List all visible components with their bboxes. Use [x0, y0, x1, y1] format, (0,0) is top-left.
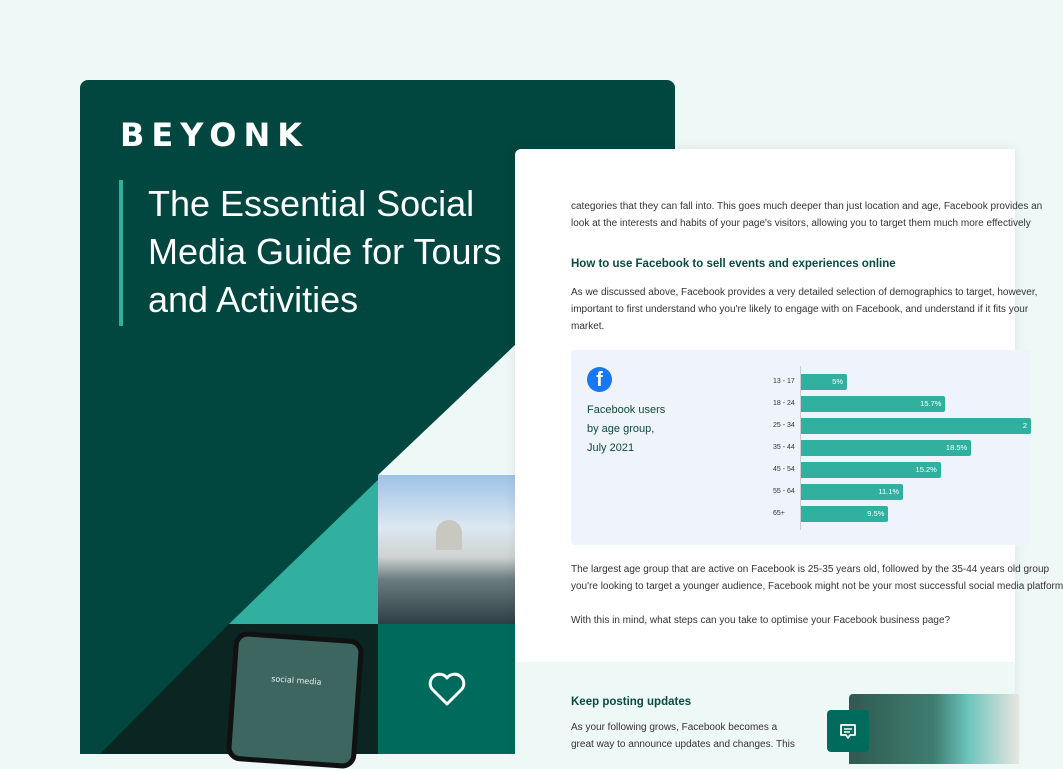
- chart-title-line: July 2021: [587, 442, 635, 454]
- intro-line: categories that they can fall into. This goes much deeper than just location and age, Facebook provides an: [571, 201, 1043, 212]
- category-label: 55 - 64: [773, 488, 795, 495]
- facebook-icon: f: [587, 367, 612, 392]
- bar: 15.7%: [801, 396, 945, 412]
- paragraph-line: you're looking to target a younger audience, Facebook might not be your most successful social media platform: [571, 581, 1063, 592]
- heart-icon: [427, 671, 467, 707]
- paragraph-line: important to first understand who you're likely to engage with on Facebook, and understand if it fits your: [571, 304, 1029, 315]
- chart-title: [587, 401, 707, 458]
- paragraph-line: With this in mind, what steps can you take to optimise your Facebook business page?: [571, 615, 951, 626]
- bar: 5%: [801, 374, 847, 390]
- paragraph-line: As your following grows, Facebook becomes a: [571, 722, 778, 733]
- chart-card: [571, 350, 1031, 545]
- category-label: 25 - 34: [773, 422, 795, 429]
- title-accent-bar: [119, 180, 123, 326]
- cover-title: The Essential Social Media Guide for Tours and Activities: [148, 183, 502, 320]
- section-heading: How to use Facebook to sell events and experiences online: [571, 258, 896, 270]
- office-photo: [849, 694, 1019, 764]
- london-bridge-photo: [378, 475, 515, 624]
- phone-folder-label: social media: [270, 674, 322, 687]
- paragraph-line: market.: [571, 321, 605, 332]
- category-label: 18 - 24: [773, 400, 795, 407]
- category-label: 35 - 44: [773, 444, 795, 451]
- document-page: [515, 149, 1063, 754]
- bar: 9.5%: [801, 506, 888, 522]
- bar: 11.1%: [801, 484, 903, 500]
- dome: [436, 520, 462, 550]
- category-label: 45 - 54: [773, 466, 795, 473]
- bar: 15.2%: [801, 462, 941, 478]
- bar: 2: [801, 418, 1031, 434]
- category-label: 65+: [773, 510, 785, 517]
- paragraph-line: As we discussed above, Facebook provides a very detailed selection of demographics to target, however,: [571, 287, 1038, 298]
- bar: 18.5%: [801, 440, 971, 456]
- category-label: 13 - 17: [773, 378, 795, 385]
- chart-title-line: Facebook users: [587, 404, 666, 416]
- intro-line: look at the interests and habits of your page's visitors, allowing you to target them much more effectively: [571, 218, 1031, 229]
- section-heading: Keep posting updates: [571, 696, 692, 708]
- paragraph-line: The largest age group that are active on Facebook is 25-35 years old, followed by the 35-44 years old group: [571, 564, 1050, 575]
- chat-icon: [839, 723, 857, 740]
- paragraph-line: great way to announce updates and changes. This: [571, 739, 795, 750]
- beyonk-logo: BEYONK: [120, 116, 310, 154]
- chat-button[interactable]: [827, 710, 869, 752]
- chart-title-line: by age group,: [587, 423, 655, 435]
- phone: [226, 631, 365, 769]
- heart-tile: [378, 624, 515, 754]
